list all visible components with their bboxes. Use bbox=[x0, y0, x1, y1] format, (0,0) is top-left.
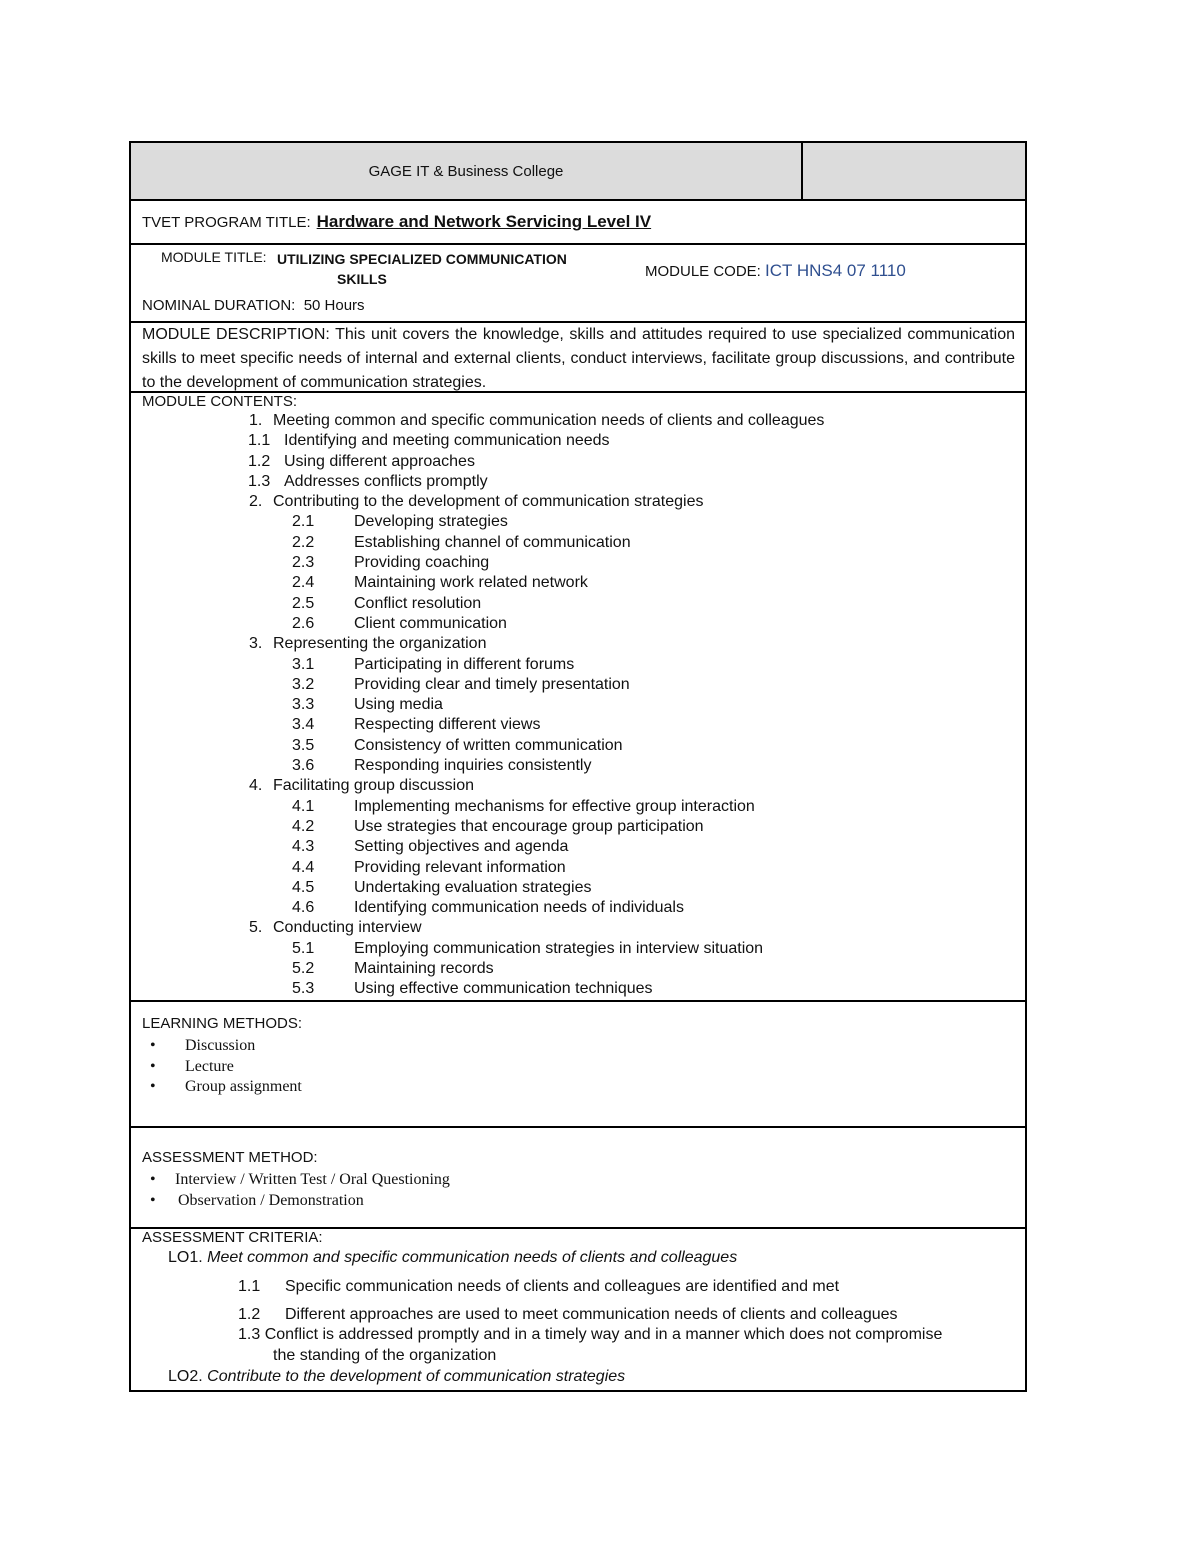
contents-item bbox=[142, 736, 1025, 756]
contents-item-number: 1. bbox=[249, 412, 263, 429]
contents-item-text: Maintaining records bbox=[354, 960, 494, 978]
contents-item bbox=[142, 411, 1025, 431]
contents-item-text: Using different approaches bbox=[284, 452, 475, 470]
contents-item-number: 4.2 bbox=[292, 817, 315, 835]
contents-item bbox=[142, 675, 1025, 695]
contents-item bbox=[142, 837, 1025, 857]
criterion-1-3-line1: 1.3 Conflict is addressed promptly and in a timely way and in a manner which does not compromise bbox=[238, 1326, 943, 1343]
contents-item bbox=[142, 573, 1025, 593]
contents-item-number: 3.1 bbox=[292, 655, 315, 673]
lo2-code: LO2. bbox=[168, 1368, 203, 1385]
contents-item bbox=[142, 553, 1025, 573]
header-row bbox=[129, 141, 1027, 201]
contents-item bbox=[142, 695, 1025, 715]
assessment-criteria-label: ASSESSMENT CRITERIA: bbox=[142, 1229, 323, 1246]
contents-item-number: 1.3 bbox=[248, 472, 271, 490]
module-row bbox=[129, 245, 1027, 323]
contents-item-text: Participating in different forums bbox=[354, 655, 575, 673]
contents-item bbox=[142, 817, 1025, 837]
contents-item-number: 3.2 bbox=[292, 675, 315, 693]
contents-item bbox=[142, 655, 1025, 675]
contents-item bbox=[142, 756, 1025, 776]
contents-item-text: Using effective communication techniques bbox=[354, 980, 653, 998]
assessment-method-row bbox=[129, 1128, 1027, 1229]
assessment-method-list bbox=[142, 1170, 1025, 1211]
contents-item bbox=[142, 452, 1025, 472]
contents-item-number: 5.2 bbox=[292, 960, 315, 978]
contents-item-text: Identifying and meeting communication needs bbox=[284, 432, 610, 450]
contents-item-number: 5.3 bbox=[292, 980, 315, 998]
contents-item-text: Contributing to the development of communication strategies bbox=[273, 493, 704, 511]
contents-item-text: Responding inquiries consistently bbox=[354, 757, 592, 775]
college-name: GAGE IT & Business College bbox=[131, 143, 803, 199]
contents-item-number: 3.5 bbox=[292, 736, 315, 754]
module-title-value bbox=[277, 249, 597, 289]
lo1-code: LO1. bbox=[168, 1249, 203, 1266]
criterion-number: 1.2 bbox=[238, 1306, 261, 1323]
contents-item-number: 1.2 bbox=[248, 452, 271, 470]
module-contents-row bbox=[129, 393, 1027, 1002]
module-description-row bbox=[129, 323, 1027, 393]
contents-item bbox=[142, 898, 1025, 918]
contents-item-text: Use strategies that encourage group participation bbox=[354, 817, 704, 835]
module-contents-list bbox=[142, 411, 1025, 1000]
learning-outcome-1 bbox=[142, 1247, 1025, 1269]
assessment-criteria-row bbox=[129, 1229, 1027, 1392]
nominal-duration-value: 50 Hours bbox=[303, 297, 365, 314]
contents-item-number: 2.5 bbox=[292, 594, 315, 612]
learning-methods-row bbox=[129, 1002, 1027, 1128]
contents-item-number: 3. bbox=[249, 635, 263, 653]
contents-item-number: 4.3 bbox=[292, 838, 315, 856]
contents-item-text: Providing coaching bbox=[354, 554, 490, 572]
contents-item bbox=[142, 594, 1025, 614]
module-title-label: MODULE TITLE: bbox=[161, 249, 267, 265]
contents-item-number: 2.1 bbox=[292, 513, 315, 531]
contents-item-text: Providing relevant information bbox=[354, 858, 566, 876]
learning-methods-list bbox=[142, 1036, 1025, 1098]
contents-item bbox=[142, 959, 1025, 979]
contents-item-text: Addresses conflicts promptly bbox=[284, 472, 488, 490]
contents-item bbox=[142, 431, 1025, 451]
list-item: • Observation / Demonstration bbox=[142, 1191, 1025, 1212]
contents-item-number: 3.3 bbox=[292, 696, 315, 714]
contents-item-number: 4.1 bbox=[292, 797, 315, 815]
contents-item bbox=[142, 492, 1025, 512]
contents-item-text: Setting objectives and agenda bbox=[354, 838, 569, 856]
module-code bbox=[645, 261, 906, 281]
criterion-number: 1.1 bbox=[238, 1278, 261, 1295]
program-title-row bbox=[129, 201, 1027, 245]
contents-item bbox=[142, 979, 1025, 999]
contents-item-number: 2.2 bbox=[292, 533, 315, 551]
contents-item-number: 4.4 bbox=[292, 858, 315, 876]
contents-item-number: 5. bbox=[249, 919, 263, 937]
list-item: • Lecture bbox=[142, 1057, 1025, 1078]
program-title-value: Hardware and Network Servicing Level IV bbox=[316, 212, 652, 231]
contents-item-number: 4.5 bbox=[292, 878, 315, 896]
contents-item-text: Facilitating group discussion bbox=[273, 777, 474, 795]
list-item: • Discussion bbox=[142, 1036, 1025, 1057]
contents-item-text: Identifying communication needs of individuals bbox=[354, 899, 684, 917]
contents-item-number: 4.6 bbox=[292, 899, 315, 917]
contents-item-number: 2. bbox=[249, 493, 263, 511]
header-empty-cell bbox=[803, 143, 1025, 199]
contents-item-text: Establishing channel of communication bbox=[354, 533, 631, 551]
contents-item bbox=[142, 776, 1025, 796]
contents-item-text: Implementing mechanisms for effective group interaction bbox=[354, 797, 755, 815]
contents-item-text: Employing communication strategies in interview situation bbox=[354, 939, 764, 957]
learning-outcome-2 bbox=[142, 1366, 1025, 1387]
module-description-text: MODULE DESCRIPTION: This unit covers the knowledge, skills and attitudes required to use specialized communication skills to meet specific needs of internal and external clients, conduct interviews, facilitate group discussions, and contribute to the development of communication strategies. bbox=[142, 326, 1015, 391]
contents-item-text: Respecting different views bbox=[354, 716, 541, 734]
contents-item bbox=[142, 878, 1025, 898]
learning-methods-label: LEARNING METHODS: bbox=[142, 1015, 303, 1032]
contents-item-text: Consistency of written communication bbox=[354, 736, 623, 754]
lo2-text: Contribute to the development of communication strategies bbox=[207, 1368, 626, 1385]
contents-item bbox=[142, 797, 1025, 817]
module-title-line1: UTILIZING SPECIALIZED COMMUNICATION bbox=[277, 251, 567, 267]
contents-item bbox=[142, 918, 1025, 938]
contents-item bbox=[142, 715, 1025, 735]
criterion-1-1 bbox=[142, 1277, 1025, 1305]
contents-item-text: Conducting interview bbox=[273, 919, 422, 937]
contents-item-text: Providing clear and timely presentation bbox=[354, 675, 630, 693]
contents-item bbox=[142, 939, 1025, 959]
program-title-label: TVET PROGRAM TITLE: bbox=[142, 213, 311, 231]
nominal-duration bbox=[142, 297, 365, 314]
contents-item-text: Representing the organization bbox=[273, 635, 487, 653]
list-item: • Interview / Written Test / Oral Questioning bbox=[142, 1170, 1025, 1191]
criterion-1-3-line2: the standing of the organization bbox=[273, 1346, 497, 1364]
contents-item bbox=[142, 634, 1025, 654]
criterion-text: Specific communication needs of clients and colleagues are identified and met bbox=[285, 1278, 840, 1295]
contents-item bbox=[142, 512, 1025, 532]
contents-item-number: 3.4 bbox=[292, 716, 315, 734]
module-code-value: ICT HNS4 07 1110 bbox=[765, 261, 906, 280]
contents-item-number: 2.6 bbox=[292, 614, 315, 632]
contents-item bbox=[142, 614, 1025, 634]
contents-item-text: Developing strategies bbox=[354, 513, 508, 531]
contents-item-number: 2.3 bbox=[292, 554, 315, 572]
contents-item-text: Client communication bbox=[354, 614, 507, 632]
contents-item-number: 5.1 bbox=[292, 939, 315, 957]
criterion-1-3 bbox=[142, 1325, 1025, 1366]
module-title-line2: SKILLS bbox=[337, 271, 387, 287]
contents-item-text: Meeting common and specific communication needs of clients and colleagues bbox=[273, 412, 825, 429]
contents-item bbox=[142, 858, 1025, 878]
contents-item bbox=[142, 533, 1025, 553]
assessment-method-label: ASSESSMENT METHOD: bbox=[142, 1149, 318, 1166]
contents-item-number: 4. bbox=[249, 777, 263, 795]
contents-item bbox=[142, 472, 1025, 492]
lo1-text: Meet common and specific communication needs of clients and colleagues bbox=[207, 1249, 738, 1266]
module-contents-label: MODULE CONTENTS: bbox=[142, 393, 298, 410]
criterion-1-2 bbox=[142, 1305, 1025, 1325]
nominal-duration-label: NOMINAL DURATION: bbox=[142, 297, 296, 314]
contents-item-number: 1.1 bbox=[248, 432, 271, 450]
contents-item-text: Using media bbox=[354, 696, 443, 714]
contents-item-number: 3.6 bbox=[292, 757, 315, 775]
contents-item-text: Undertaking evaluation strategies bbox=[354, 878, 592, 896]
contents-item-text: Conflict resolution bbox=[354, 594, 482, 612]
contents-item-number: 2.4 bbox=[292, 574, 315, 592]
contents-item-text: Maintaining work related network bbox=[354, 574, 588, 592]
list-item: • Group assignment bbox=[142, 1077, 1025, 1098]
criterion-text: Different approaches are used to meet communication needs of clients and colleagues bbox=[285, 1306, 898, 1323]
module-document bbox=[129, 141, 1027, 1392]
module-code-label: MODULE CODE: bbox=[645, 263, 761, 280]
